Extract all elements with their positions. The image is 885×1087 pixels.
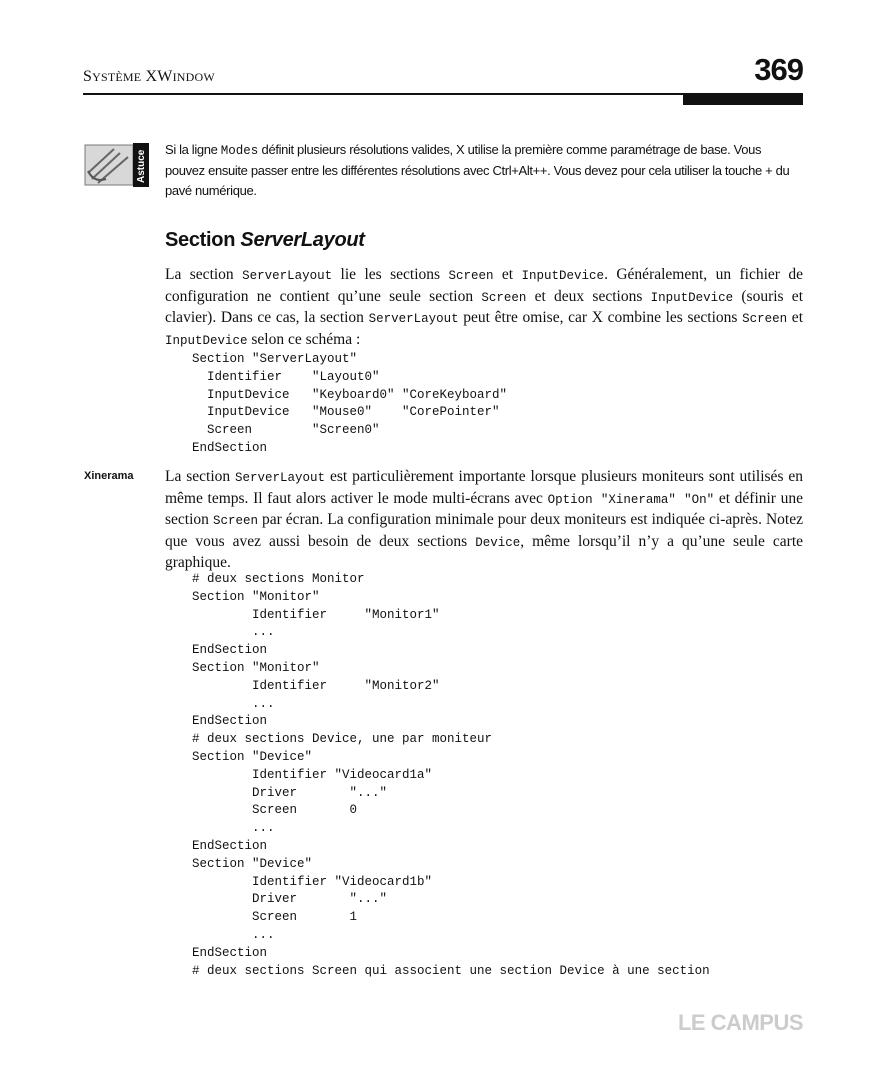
code-block: # deux sections Monitor Section "Monitor" Identifier "Monitor1" ... EndSection Section "Monitor" Identifier "Monitor2" ... EndSection # deux sections Device, une par moniteur Section "Device" Identifier "Videocard1a" Driver "..." Screen 0 ... EndSection Section "Device" Identifier "Videocard1b" Driver "..." Screen 1 ... EndSection # deux sections Screen qui associent une section Device à une section bbox=[192, 572, 710, 978]
astuce-icon-label: Astuce bbox=[136, 149, 147, 183]
paragraph: La section ServerLayout lie les sections Screen et InputDevice. Généralement, un fichier de configuration ne contient qu’une seule section Screen et deux sections InputDevice (souris et clavier). Dans ce cas, la section ServerLayout peut être omise, car X combine les sections Screen et InputDevice selon ce schéma : bbox=[165, 266, 804, 348]
header-bar bbox=[683, 95, 803, 105]
margin-note: Xinerama bbox=[84, 470, 134, 482]
code-block: Section "ServerLayout" Identifier "Layout0" InputDevice "Keyboard0" "CoreKeyboard" InputDevice "Mouse0" "CorePointer" Screen "Screen0" EndSection bbox=[192, 352, 508, 455]
astuce-icon bbox=[84, 143, 150, 187]
publisher-logo: LE CAMPUS bbox=[677, 1010, 803, 1035]
paragraph: La section ServerLayout est particulièrement importante lorsque plusieurs moniteurs sont utilisés en même temps. Il faut alors activer le mode multi-écrans avec Option "Xinerama" "On" et définir une section Screen par écran. La configuration minimale pour deux moniteurs est indiquée ci-après. Notez que vous avez aussi besoin de deux sections Device, même lorsqu’il n’y a qu’une seule carte graphique. bbox=[165, 468, 804, 571]
running-header: SYSTÈME XWINDOW bbox=[83, 68, 215, 85]
section-title: Section ServerLayout bbox=[165, 229, 365, 251]
tip-text: Si la ligne Modes définit plusieurs résolutions valides, X utilise la première comme paramétrage de base. Vous pouvez ensuite passer entre les différentes résolutions avec Ctrl+Alt++. Vous devez pour cela utiliser la touche + du pavé numérique. bbox=[165, 142, 790, 198]
page-number: 369 bbox=[754, 52, 803, 87]
